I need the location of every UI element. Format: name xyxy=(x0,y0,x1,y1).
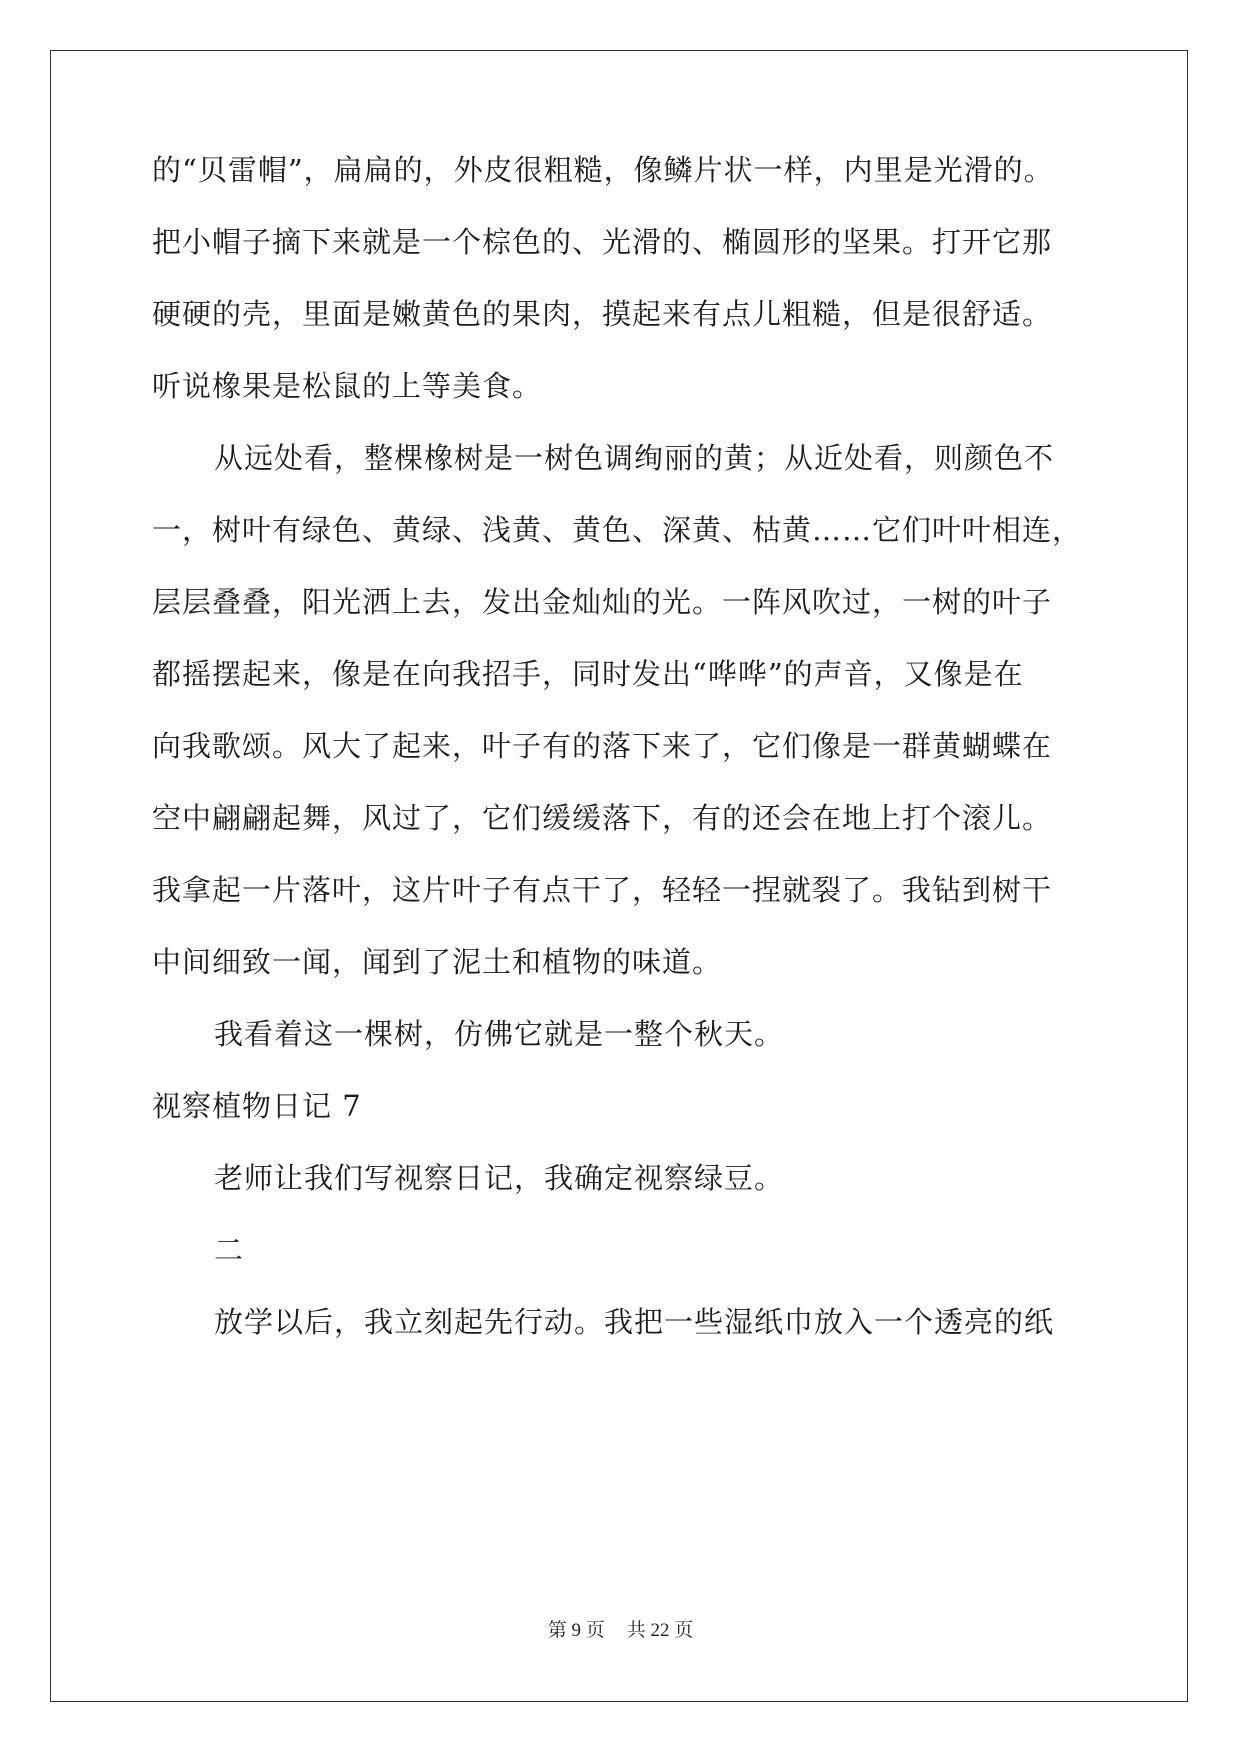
paragraph-line: 都摇摆起来，像是在向我招手，同时发出“哗哗”的声音，又像是在 xyxy=(152,657,1024,691)
total-page-count: 共 22 页 xyxy=(626,1620,694,1641)
paragraph-line: 我看着这一棵树，仿佛它就是一整个秋天。 xyxy=(214,1017,785,1051)
paragraph-line: 我拿起一片落叶，这片叶子有点干了，轻轻一捏就裂了。我钻到树干 xyxy=(152,873,1053,907)
paragraph-line: 一，树叶有绿色、黄绿、浅黄、黄色、深黄、枯黄……它们叶叶相连， xyxy=(152,513,1083,547)
paragraph-line: 硬硬的壳，里面是嫩黄色的果肉，摸起来有点儿粗糙，但是很舒适。 xyxy=(152,297,1053,331)
paragraph-line: 放学以后，我立刻起先行动。我把一些湿纸巾放入一个透亮的纸 xyxy=(214,1305,1055,1339)
paragraph-line: 中间细致一闻，闻到了泥土和植物的味道。 xyxy=(152,945,723,979)
paragraph-line: 的“贝雷帽”，扁扁的，外皮很粗糙，像鳞片状一样，内里是光滑的。 xyxy=(152,153,1054,187)
paragraph-line: 听说橡果是松鼠的上等美食。 xyxy=(152,369,543,403)
current-page-number: 第 9 页 xyxy=(547,1620,605,1641)
paragraph-line: 把小帽子摘下来就是一个棕色的、光滑的、椭圆形的坚果。打开它那 xyxy=(152,225,1053,259)
page-footer xyxy=(0,1618,1241,1644)
section-heading: 视察植物日记 7 xyxy=(152,1089,362,1123)
paragraph-line: 层层叠叠，阳光洒上去，发出金灿灿的光。一阵风吹过，一树的叶子 xyxy=(152,585,1053,619)
paragraph-line: 向我歌颂。风大了起来，叶子有的落下来了，它们像是一群黄蝴蝶在 xyxy=(152,729,1053,763)
paragraph-line: 从远处看，整棵橡树是一树色调绚丽的黄；从近处看，则颜色不 xyxy=(214,441,1055,475)
paragraph-line: 二 xyxy=(214,1233,245,1267)
paragraph-line: 空中翩翩起舞，风过了，它们缓缓落下，有的还会在地上打个滚儿。 xyxy=(152,801,1053,835)
paragraph-line: 老师让我们写视察日记，我确定视察绿豆。 xyxy=(214,1161,785,1195)
